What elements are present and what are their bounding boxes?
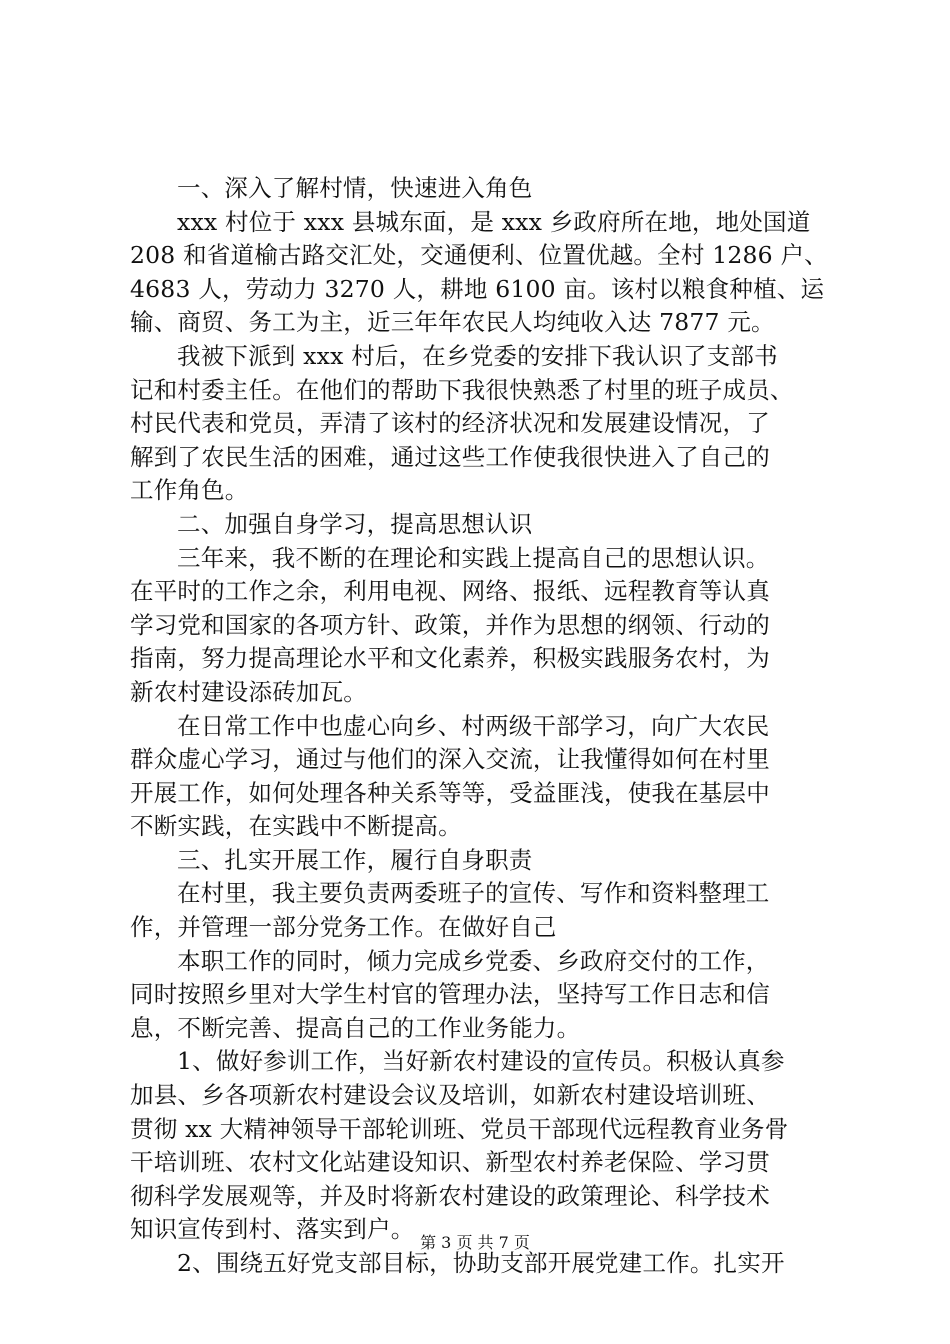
- section-heading-3: 三、扎实开展工作，履行自身职责: [177, 845, 533, 874]
- paragraph-line: 新农村建设添砖加瓦。: [130, 677, 367, 706]
- paragraph-line: 不断实践，在实践中不断提高。: [130, 812, 462, 841]
- paragraph-line: 工作角色。: [130, 476, 249, 505]
- paragraph-line: 息，不断完善、提高自己的工作业务能力。: [130, 1013, 581, 1042]
- paragraph-line: 知识宣传到村、落实到户。: [130, 1215, 415, 1244]
- paragraph-line: 开展工作，如何处理各种关系等等，受益匪浅，使我在基层中: [130, 778, 770, 807]
- paragraph-line: 三年来，我不断的在理论和实践上提高自己的思想认识。: [177, 543, 770, 572]
- section-heading-1: 一、深入了解村情，快速进入角色: [177, 174, 533, 202]
- paragraph-line: xxx 村位于 xxx 县城东面，是 xxx 乡政府所在地，地处国道: [177, 207, 811, 236]
- section-heading-2: 二、加强自身学习，提高思想认识: [177, 509, 533, 538]
- paragraph-line: 本职工作的同时，倾力完成乡党委、乡政府交付的工作，: [177, 946, 770, 975]
- paragraph-line: 作，并管理一部分党务工作。在做好自己: [130, 913, 557, 942]
- paragraph-line: 在村里，我主要负责两委班子的宣传、写作和资料整理工: [177, 879, 770, 908]
- paragraph-line: 4683 人，劳动力 3270 人，耕地 6100 亩。该村以粮食种植、运: [130, 274, 825, 303]
- paragraph-line: 解到了农民生活的困难，通过这些工作使我很快进入了自己的: [130, 442, 770, 471]
- page-footer: [0, 1233, 950, 1253]
- paragraph-line: 贯彻 xx 大精神领导干部轮训班、党员干部现代远程教育业务骨: [130, 1114, 789, 1143]
- paragraph-line: 记和村委主任。在他们的帮助下我很快熟悉了村里的班子成员、: [130, 375, 794, 404]
- page-number: 第 3 页 共 7 页: [420, 1233, 530, 1252]
- paragraph-line: 学习党和国家的各项方针、政策，并作为思想的纲领、行动的: [130, 610, 770, 639]
- paragraph-line: 村民代表和党员，弄清了该村的经济状况和发展建设情况，了: [130, 409, 770, 438]
- paragraph-line: 208 和省道榆古路交汇处，交通便利、位置优越。全村 1286 户、: [130, 241, 828, 270]
- paragraph-line: 在平时的工作之余，利用电视、网络、报纸、远程教育等认真: [130, 577, 770, 606]
- paragraph-line: 彻科学发展观等，并及时将新农村建设的政策理论、科学技术: [130, 1181, 770, 1210]
- numbered-item-1: 1、做好参训工作，当好新农村建设的宣传员。积极认真参: [177, 1047, 785, 1076]
- paragraph-line: 同时按照乡里对大学生村官的管理办法，坚持写工作日志和信: [130, 980, 770, 1009]
- paragraph-line: 在日常工作中也虚心向乡、村两级干部学习，向广大农民: [177, 711, 770, 740]
- paragraph-line: 输、商贸、务工为主，近三年年农民人均纯收入达 7877 元。: [130, 308, 775, 337]
- document-body: [130, 172, 830, 1281]
- paragraph-line: 加县、乡各项新农村建设会议及培训，如新农村建设培训班、: [130, 1081, 770, 1110]
- numbered-item-2: 2、围绕五好党支部目标，协助支部开展党建工作。扎实开: [177, 1249, 785, 1277]
- paragraph-line: 我被下派到 xxx 村后，在乡党委的安排下我认识了支部书: [177, 341, 778, 370]
- paragraph-line: 干培训班、农村文化站建设知识、新型农村养老保险、学习贯: [130, 1148, 770, 1177]
- paragraph-line: 群众虚心学习，通过与他们的深入交流，让我懂得如何在村里: [130, 745, 770, 774]
- paragraph-line: 指南，努力提高理论水平和文化素养，积极实践服务农村，为: [130, 644, 770, 673]
